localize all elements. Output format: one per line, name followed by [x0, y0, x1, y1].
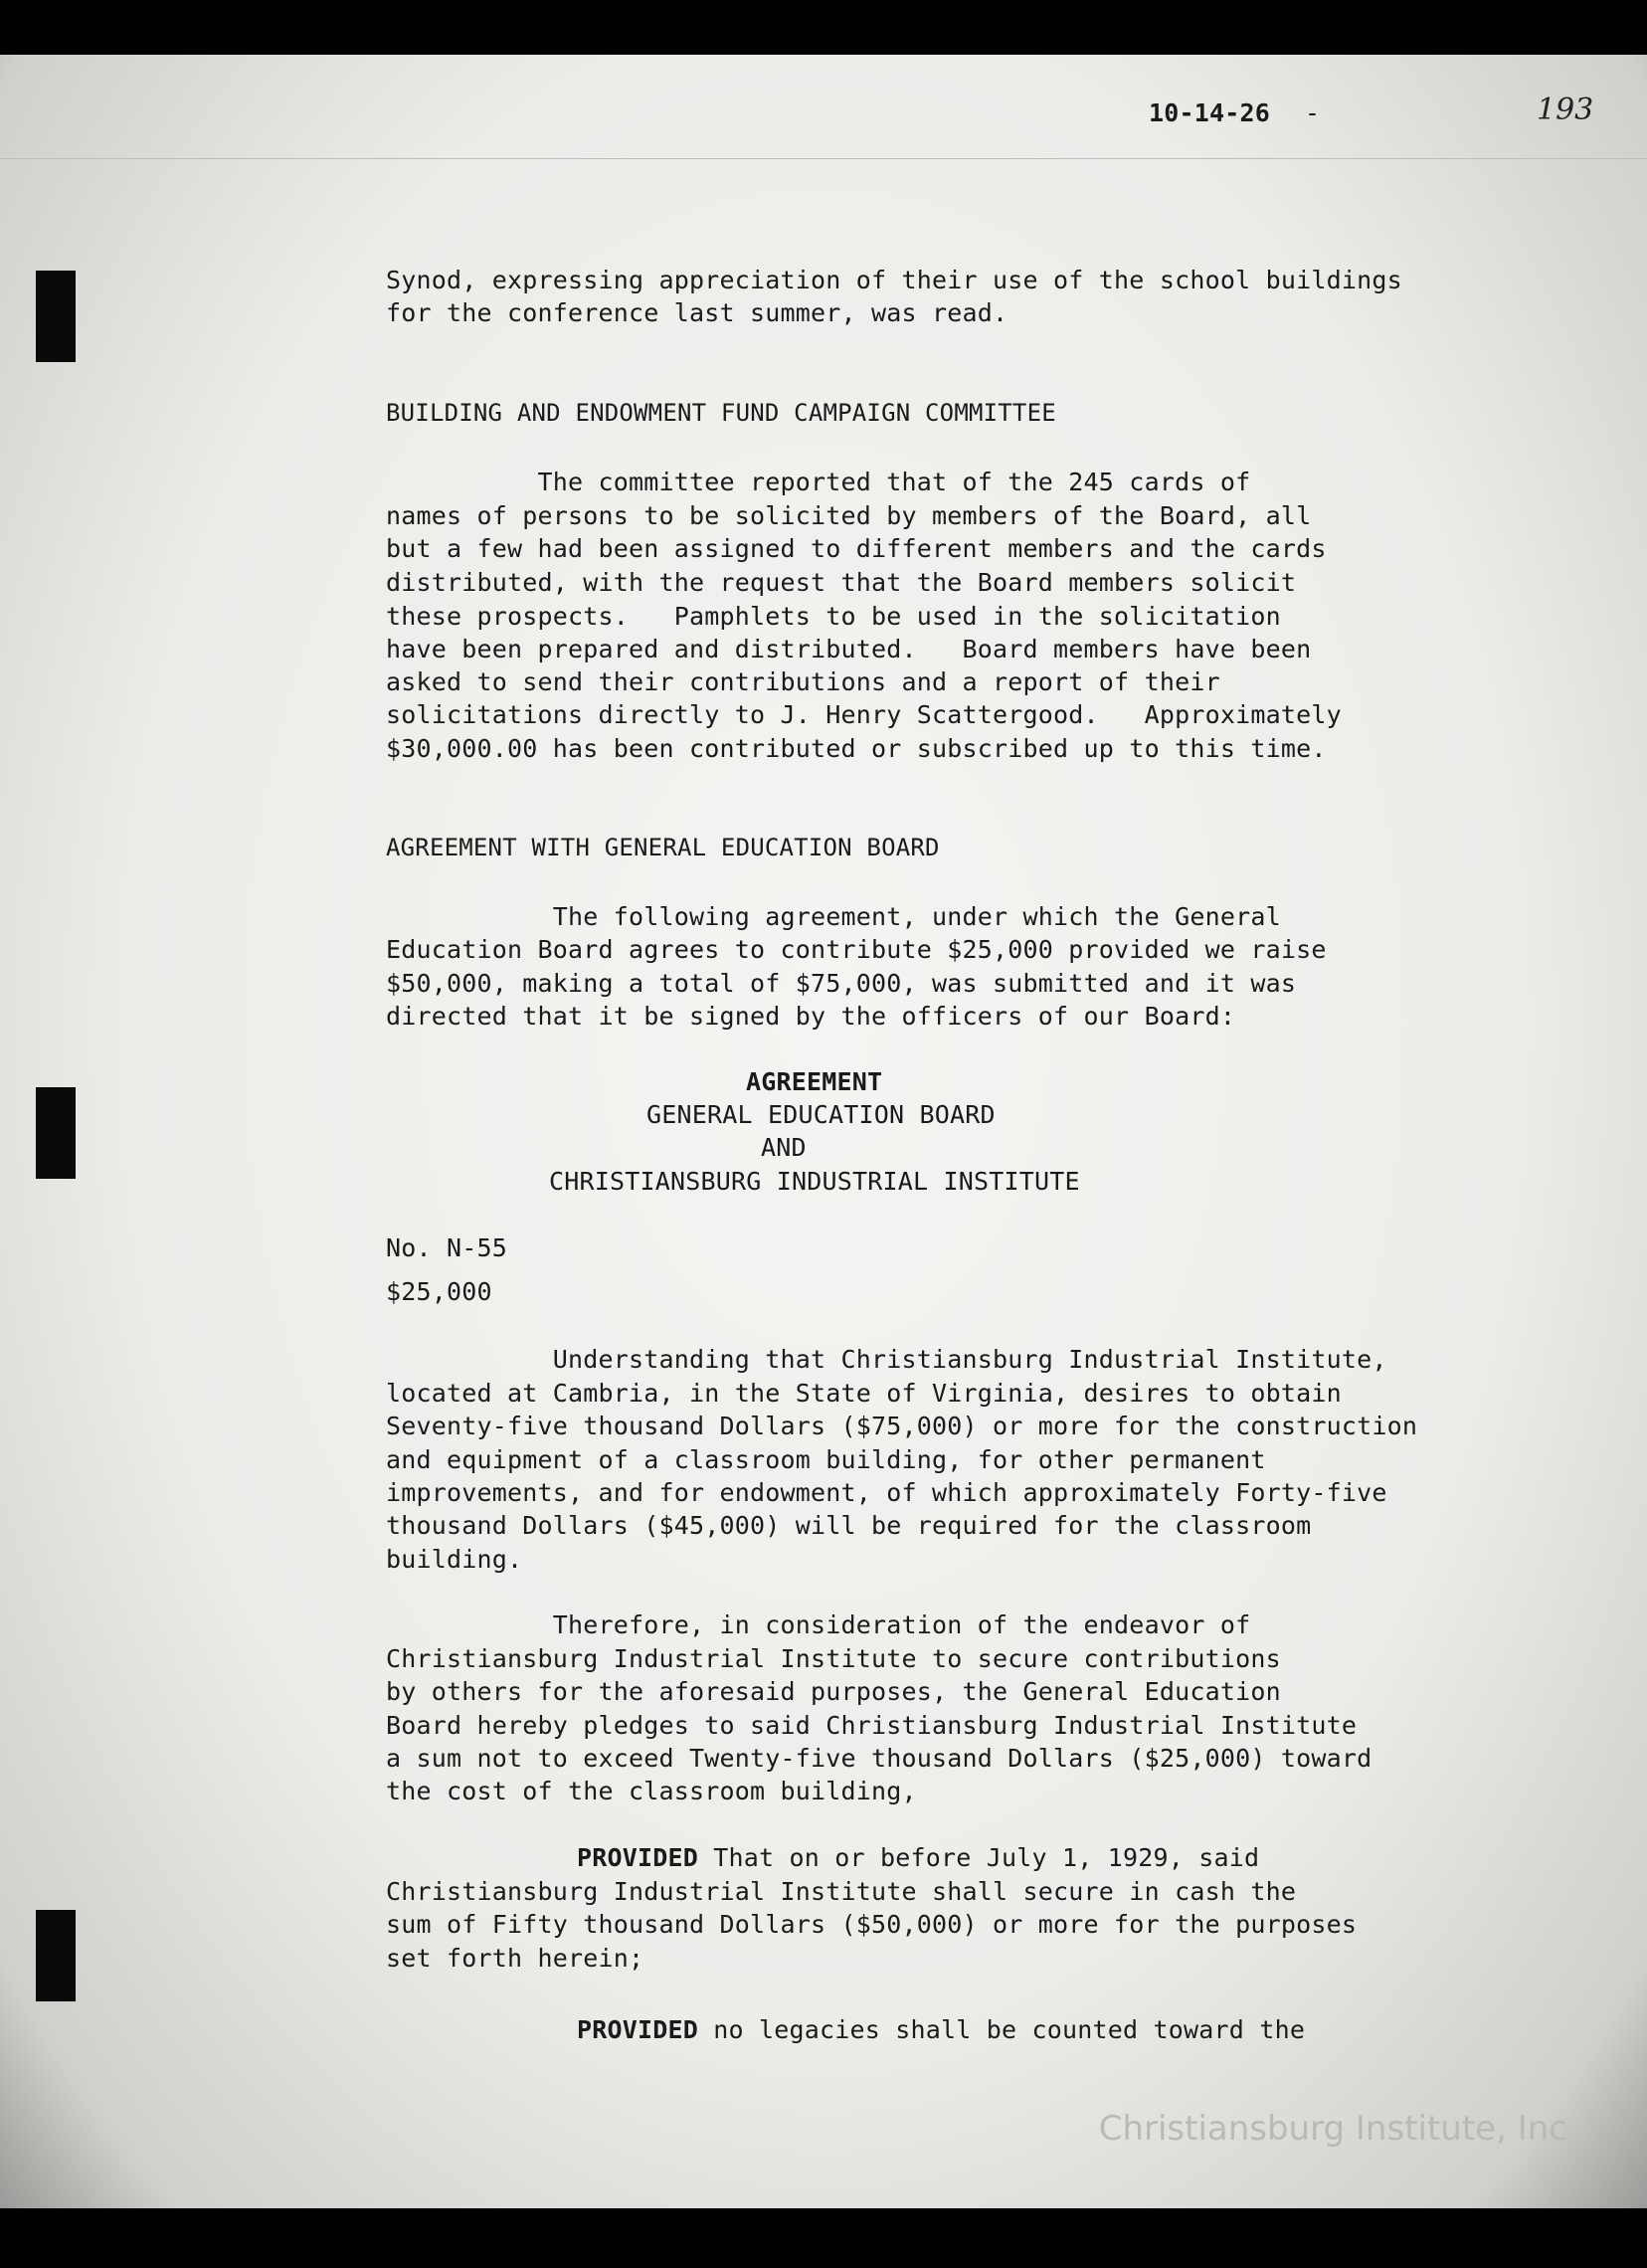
provided-keyword: PROVIDED	[577, 1843, 699, 1872]
watermark: Christiansburg Institute, Inc	[1098, 2109, 1567, 2149]
text-line: solicitations directly to J. Henry Scattergood. Approximately	[386, 700, 1342, 729]
text-line: these prospects. Pamphlets to be used in the solicitation	[386, 602, 1281, 631]
text-line: The committee reported that of the 245 cards of	[386, 468, 1251, 496]
text-line: Therefore, in consideration of the endeavor of	[386, 1610, 1251, 1639]
binder-tab-bottom	[36, 1910, 76, 2001]
text-line: and equipment of a classroom building, for other permanent	[386, 1445, 1266, 1474]
text-line: sum of Fifty thousand Dollars ($50,000) or more for the purposes	[386, 1910, 1358, 1939]
text-line: asked to send their contributions and a report of their	[386, 667, 1220, 696]
text-line: by others for the aforesaid purposes, the General Education	[386, 1677, 1281, 1706]
header-dash: -	[1305, 98, 1321, 127]
text-line: building.	[386, 1545, 523, 1574]
agreement-number: No. N-55	[386, 1233, 508, 1262]
text-line: Education Board agrees to contribute $25,000 provided we raise	[386, 935, 1327, 964]
text-line: Understanding that Christiansburg Industrial Institute,	[386, 1345, 1387, 1374]
text-line: $30,000.00 has been contributed or subscribed up to this time.	[386, 734, 1327, 763]
text-line: Seventy-five thousand Dollars ($75,000) or more for the construction	[386, 1412, 1418, 1440]
provided-text: That on or before July 1, 1929, said	[698, 1843, 1260, 1872]
agreement-title-line: GENERAL EDUCATION BOARD	[646, 1100, 996, 1129]
text-line: names of persons to be solicited by members of the Board, all	[386, 501, 1312, 530]
text-line: have been prepared and distributed. Board members have been	[386, 635, 1312, 663]
text-line: The following agreement, under which the General	[386, 902, 1281, 931]
text-line: set forth herein;	[386, 1944, 644, 1973]
agreement-title-line: CHRISTIANSBURG INDUSTRIAL INSTITUTE	[549, 1167, 1080, 1196]
scan-line-mark	[0, 158, 1647, 159]
text-line: Christiansburg Industrial Institute to secure contributions	[386, 1644, 1281, 1673]
text-line: for the conference last summer, was read.	[386, 298, 1008, 327]
text-line: distributed, with the request that the Board members solicit	[386, 568, 1297, 597]
page-number: 193	[1537, 93, 1594, 127]
text-line: improvements, and for endowment, of which approximately Forty-five	[386, 1478, 1387, 1507]
text-line: located at Cambria, in the State of Virginia, desires to obtain	[386, 1379, 1342, 1408]
text-line: Board hereby pledges to said Christiansburg Industrial Institute	[386, 1711, 1358, 1740]
text-line: thousand Dollars ($45,000) will be required for the classroom	[386, 1511, 1312, 1540]
text-line: but a few had been assigned to different members and the cards	[386, 534, 1327, 563]
provided-text: no legacies shall be counted toward the	[698, 2015, 1306, 2044]
text-line: a sum not to exceed Twenty-five thousand Dollars ($25,000) toward	[386, 1744, 1372, 1773]
text-line	[577, 1841, 1259, 1875]
agreement-title-line: AGREEMENT	[746, 1067, 883, 1096]
provided-keyword: PROVIDED	[577, 2015, 699, 2044]
binder-tab-middle	[36, 1087, 76, 1179]
section-heading-agreement: AGREEMENT WITH GENERAL EDUCATION BOARD	[386, 834, 940, 861]
text-line: directed that it be signed by the officers of our Board:	[386, 1002, 1236, 1031]
text-line: $50,000, making a total of $75,000, was submitted and it was	[386, 969, 1297, 998]
text-line: Synod, expressing appreciation of their use of the school buildings	[386, 266, 1402, 294]
binder-tab-top	[36, 271, 76, 362]
header-date: 10-14-26	[1149, 98, 1271, 127]
document-page	[0, 55, 1647, 2208]
text-line: Christiansburg Industrial Institute shall secure in cash the	[386, 1877, 1297, 1906]
agreement-title-line: AND	[761, 1133, 807, 1162]
section-heading-building-fund: BUILDING AND ENDOWMENT FUND CAMPAIGN COMMITTEE	[386, 399, 1056, 427]
agreement-amount: $25,000	[386, 1277, 492, 1306]
text-line: the cost of the classroom building,	[386, 1777, 917, 1805]
text-line	[577, 2013, 1305, 2047]
